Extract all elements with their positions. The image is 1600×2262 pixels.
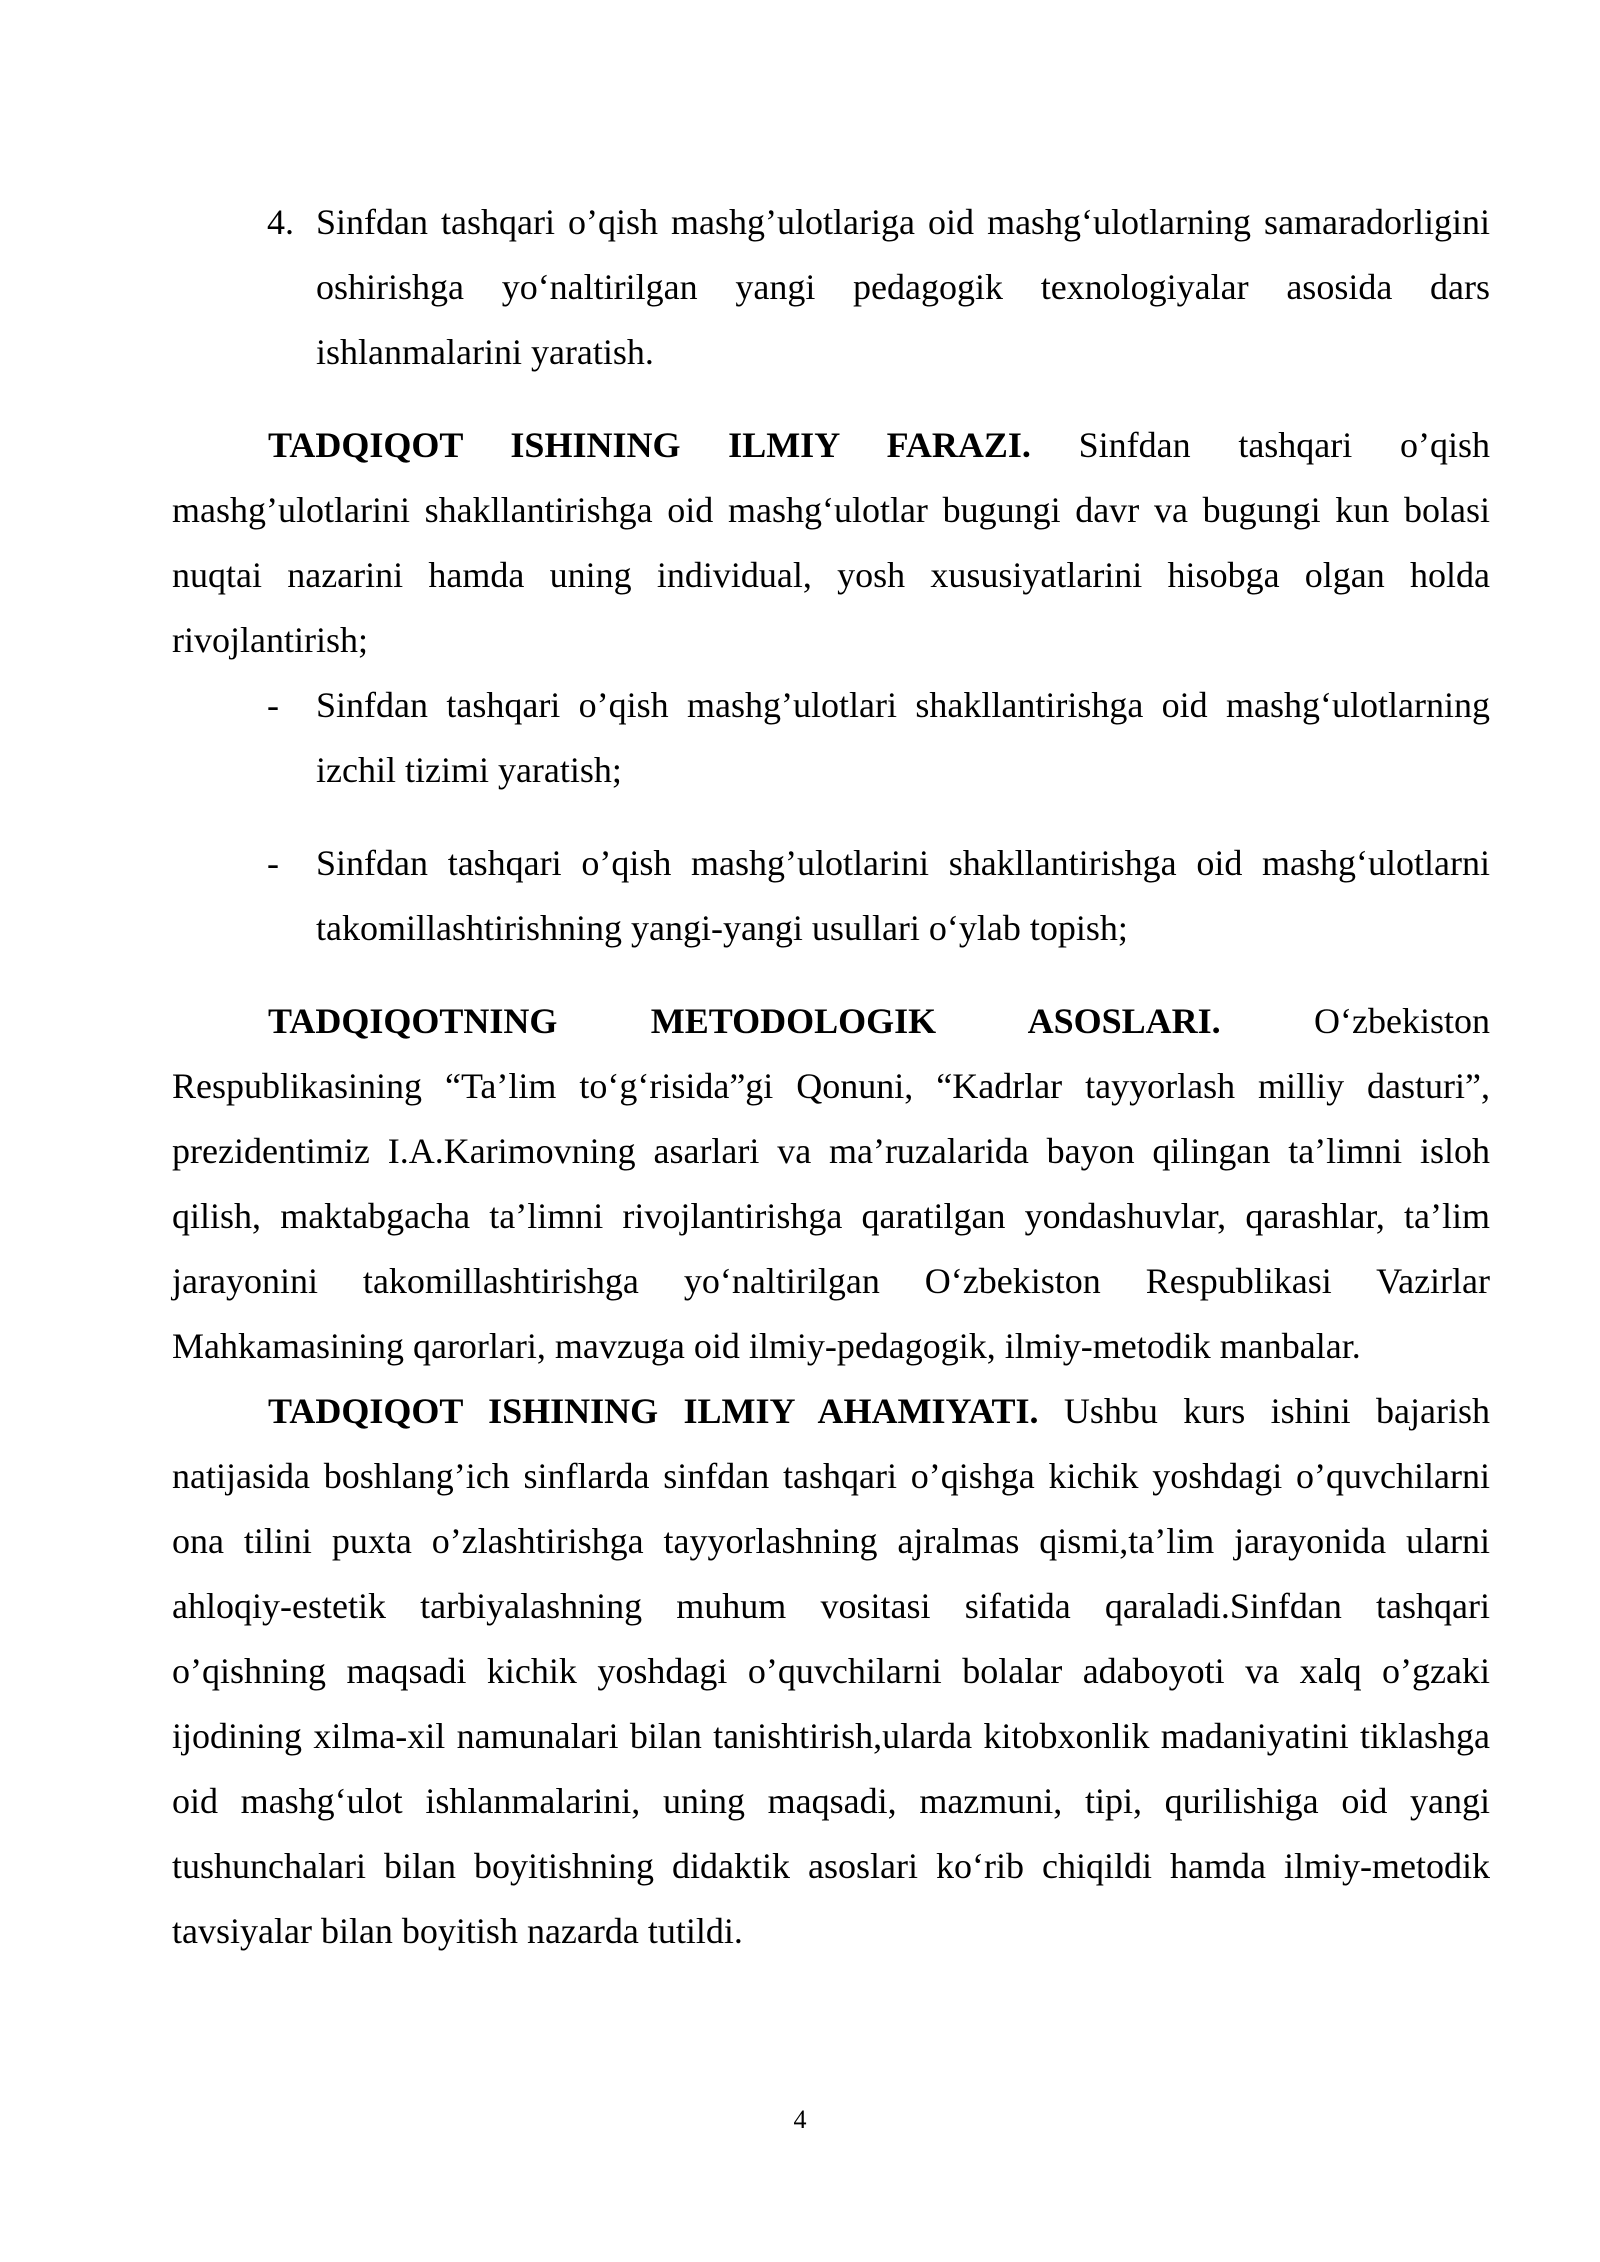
bullet-item	[172, 831, 1490, 961]
numbered-list-item	[172, 190, 1490, 385]
list-number: 4.	[267, 202, 294, 242]
hypothesis-heading: TADQIQOT ISHINING ILMIY FARAZI.	[268, 425, 1031, 465]
spacer	[172, 961, 1490, 989]
page-number: 4	[793, 2105, 807, 2134]
hypothesis-text: Sinfdan tashqari o’qish mashg’ulotlarini shakllantirishga oid mashg‘ulotlar bugungi davr va bugungi kun bolasi nuqtai nazarini hamda uning individual, yosh xususiyatlarini hisobga olgan holda rivojlantirish;	[172, 425, 1490, 660]
bullet-text: Sinfdan tashqari o’qish mashg’ulotlarini shakllantirishga oid mashg‘ulotlarni takomillashtirishning yangi-yangi usullari o‘ylab topish;	[316, 843, 1490, 948]
methodology-paragraph	[172, 989, 1490, 1379]
spacer	[172, 803, 1490, 831]
significance-heading: TADQIQOT ISHINING ILMIY AHAMIYATI.	[268, 1391, 1039, 1431]
bullet-marker: -	[267, 685, 279, 725]
hypothesis-paragraph	[172, 413, 1490, 673]
significance-paragraph	[172, 1379, 1490, 1964]
bullet-text: Sinfdan tashqari o’qish mashg’ulotlari shakllantirishga oid mashg‘ulotlarning izchil tizimi yaratish;	[316, 685, 1490, 790]
significance-text: Ushbu kurs ishini bajarish natijasida boshlang’ich sinflarda sinfdan tashqari o’qishga kichik yoshdagi o’quvchilarni ona tilini puxta o’zlashtirishga tayyorlashning ajralmas qismi,ta’lim jarayonida ularni ahloqiy-estetik tarbiyalashning muhum vositasi sifatida qaraladi.Sinfdan tashqari o’qishning maqsadi kichik yoshdagi o’quvchilarni bolalar adaboyoti va xalq o’gzaki ijodining xilma-xil namunalari bilan tanishtirish,ularda kitobxonlik madaniyatini tiklashga oid mashg‘ulot ishlanmalarini, uning maqsadi, mazmuni, tipi, qurilishiga oid yangi tushunchalari bilan boyitishning didaktik asoslari ko‘rib chiqildi hamda ilmiy-metodik tavsiyalar bilan boyitish nazarda tutildi.	[172, 1391, 1490, 1951]
list-item-text: Sinfdan tashqari o’qish mashg’ulotlariga oid mashg‘ulotlarning samaradorligini oshirishga yo‘naltirilgan yangi pedagogik texnologiyalar asosida dars ishlanmalarini yaratish.	[316, 202, 1490, 372]
spacer	[172, 385, 1490, 413]
bullet-marker: -	[267, 843, 279, 883]
document-page	[172, 190, 1490, 1964]
bullet-item	[172, 673, 1490, 803]
methodology-text: O‘zbekiston Respublikasining “Ta’lim to‘g‘risida”gi Qonuni, “Kadrlar tayyorlash milliy dasturi”, prezidentimiz I.A.Karimovning asarlari va ma’ruzalarida bayon qilingan ta’limni isloh qilish, maktabgacha ta’limni rivojlantirishga qaratilgan yondashuvlar, qarashlar, ta’lim jarayonini takomillashtirishga yo‘naltirilgan O‘zbekiston Respublikasi Vazirlar Mahkamasining qarorlari, mavzuga oid ilmiy-pedagogik, ilmiy-metodik manbalar.	[172, 1001, 1490, 1366]
methodology-heading: TADQIQOTNING METODOLOGIK ASOSLARI.	[268, 1001, 1221, 1041]
